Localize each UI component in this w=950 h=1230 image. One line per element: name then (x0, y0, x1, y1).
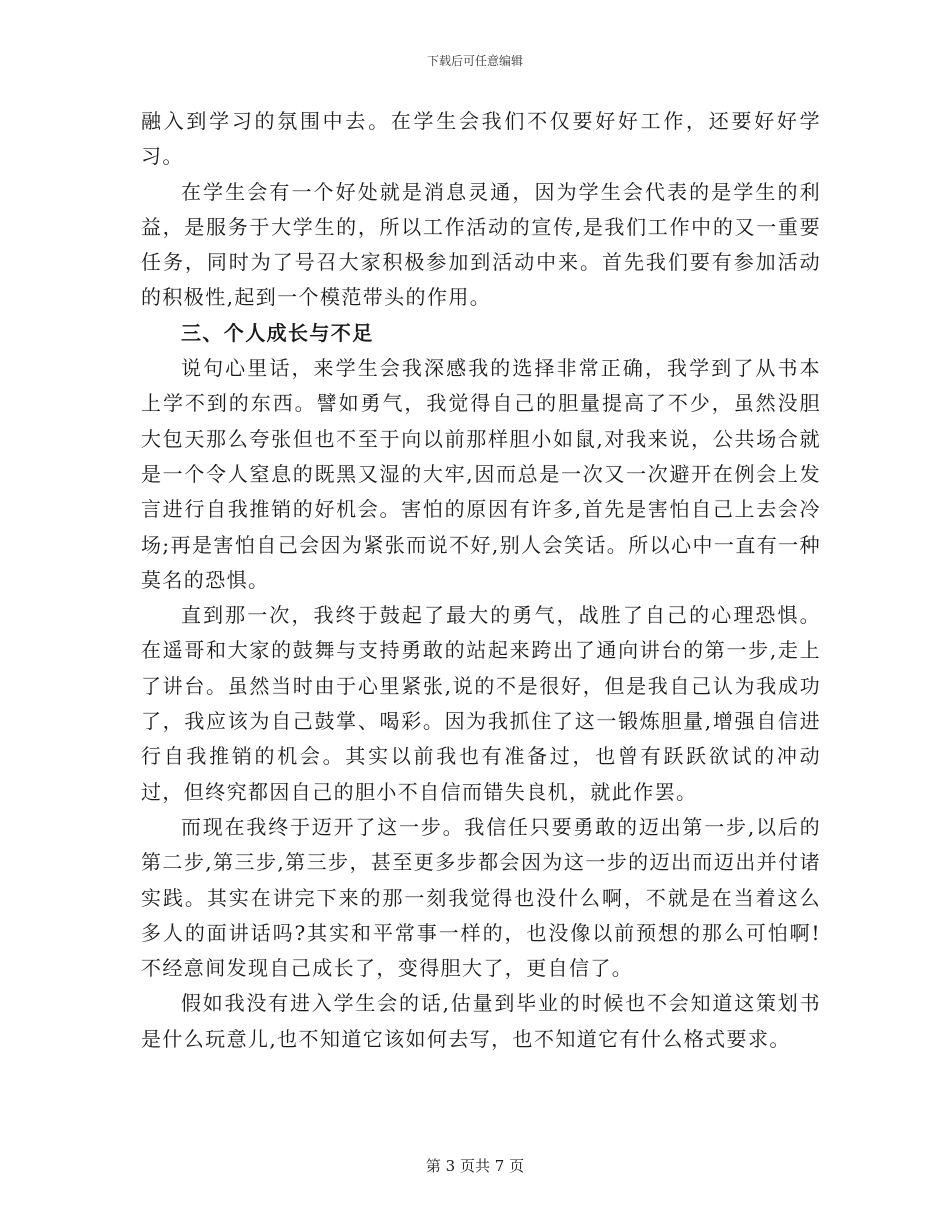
paragraph-continuation: 融入到学习的氛围中去。在学生会我们不仅要好好工作，还要好好学习。 (141, 109, 821, 169)
paragraph-first-speech: 直到那一次，我终于鼓起了最大的勇气，战胜了自己的心理恐惧。在遥哥和大家的鼓舞与支持勇敢的站起来跨出了通向讲台的第一步,走上了讲台。虽然当时由于心里紧张,说的不是很好，但是我自己认为我成功了，我应该为自己鼓掌、喝彩。因为我抓住了这一锻炼胆量,增强自信进行自我推销的机会。其实以前我也有准备过，也曾有跃跃欲试的冲动过，但终究都因自己的胆小不自信而错失良机，就此作罢。 (141, 603, 821, 804)
section-heading-personal-growth: 三、个人成长与不足 (181, 320, 374, 345)
paragraph-first-step: 而现在我终于迈开了这一步。我信任只要勇敢的迈出第一步,以后的第二步,第三步,第三步，甚至更多步都会因为这一步的迈出而迈出并付诸实践。其实在讲完下来的那一刻我觉得也没什么啊，不就是在当着这么多人的面讲话吗?其实和平常事一样的，也没像以前预想的那么可怕啊!不经意间发现自己成长了，变得胆大了，更自信了。 (141, 814, 821, 981)
page-number: 第 3 页共 7 页 (425, 1157, 525, 1175)
document-body (141, 104, 821, 1057)
paragraph-planning-document: 假如我没有进入学生会的话,估量到毕业的时候也不会知道这策划书是什么玩意儿,也不知道它该如何去写，也不知道它有什么格式要求。 (141, 991, 821, 1051)
paragraph-courage: 说句心里话，来学生会我深感我的选择非常正确，我学到了从书本上学不到的东西。譬如勇气，我觉得自己的胆量提高了不少，虽然没胆大包天那么夸张但也不至于向以前那样胆小如鼠,对我来说，公共场合就是一个令人窒息的既黑又湿的大牢,因而总是一次又一次避开在例会上发言进行自我推销的好机会。害怕的原因有许多,首先是害怕自己上去会冷场;再是害怕自己会因为紧张而说不好,别人会笑话。所以心中一直有一种莫名的恐惧。 (141, 356, 821, 592)
paragraph-student-union-info: 在学生会有一个好处就是消息灵通，因为学生会代表的是学生的利益，是服务于大学生的，所以工作活动的宣传,是我们工作中的又一重要任务，同时为了号召大家积极参加到活动中来。首先我们要有参加活动的积极性,起到一个模范带头的作用。 (141, 179, 821, 310)
page-header: 下载后可任意编辑 (426, 54, 523, 68)
